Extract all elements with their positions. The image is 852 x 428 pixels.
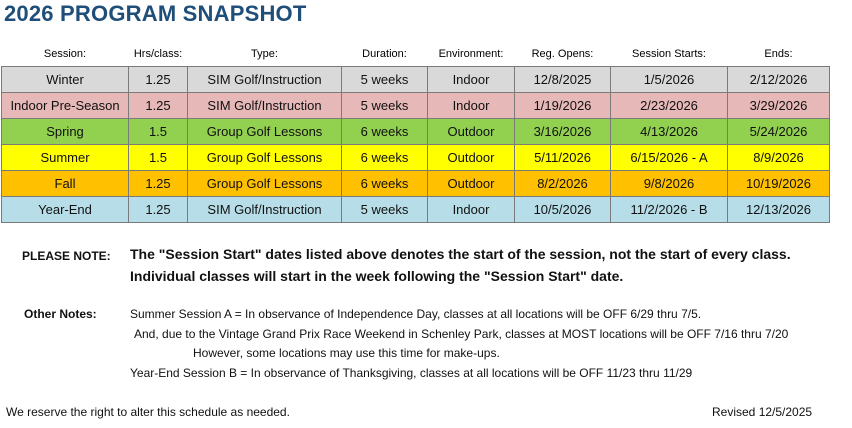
cell-type: Group Golf Lessons (188, 171, 342, 197)
cell-hrs-per-class: 1.25 (129, 93, 188, 119)
cell-type: Group Golf Lessons (188, 145, 342, 171)
header-reg-opens: Reg. Opens: (515, 41, 611, 67)
please-note-line: The "Session Start" dates listed above denotes the start of the session, not the start of every class. (130, 246, 791, 262)
cell-type: SIM Golf/Instruction (188, 93, 342, 119)
header-hrs-per-class: Hrs/class: (129, 41, 188, 67)
cell-environment: Outdoor (428, 171, 515, 197)
cell-duration: 6 weeks (342, 145, 428, 171)
page-title: 2026 PROGRAM SNAPSHOT (4, 1, 307, 26)
cell-session: Winter (2, 67, 129, 93)
cell-hrs-per-class: 1.5 (129, 145, 188, 171)
header-environment: Environment: (428, 41, 515, 67)
cell-session: Indoor Pre-Season (2, 93, 129, 119)
header-session: Session: (2, 41, 129, 67)
cell-reg-opens: 10/5/2026 (515, 197, 611, 223)
cell-session: Year-End (2, 197, 129, 223)
cell-duration: 6 weeks (342, 119, 428, 145)
cell-ends: 2/12/2026 (728, 67, 830, 93)
cell-environment: Indoor (428, 67, 515, 93)
cell-type: SIM Golf/Instruction (188, 197, 342, 223)
table-row (2, 119, 830, 145)
cell-reg-opens: 3/16/2026 (515, 119, 611, 145)
revision-date: Revised 12/5/2025 (712, 405, 813, 419)
cell-environment: Outdoor (428, 145, 515, 171)
header-session-starts: Session Starts: (611, 41, 728, 67)
cell-session-starts: 11/2/2026 - B (611, 197, 728, 223)
cell-ends: 3/29/2026 (728, 93, 830, 119)
cell-ends: 5/24/2026 (728, 119, 830, 145)
table-row (2, 171, 830, 197)
cell-environment: Indoor (428, 93, 515, 119)
table-row (2, 67, 830, 93)
cell-session-starts: 4/13/2026 (611, 119, 728, 145)
cell-reg-opens: 1/19/2026 (515, 93, 611, 119)
cell-reg-opens: 8/2/2026 (515, 171, 611, 197)
table-row (2, 93, 830, 119)
cell-type: Group Golf Lessons (188, 119, 342, 145)
cell-hrs-per-class: 1.5 (129, 119, 188, 145)
cell-session: Fall (2, 171, 129, 197)
cell-duration: 5 weeks (342, 67, 428, 93)
cell-type: SIM Golf/Instruction (188, 67, 342, 93)
cell-ends: 10/19/2026 (728, 171, 830, 197)
program-schedule-table (1, 41, 830, 223)
please-note-line: Individual classes will start in the week following the "Session Start" date. (130, 268, 624, 284)
cell-hrs-per-class: 1.25 (129, 197, 188, 223)
cell-session-starts: 9/8/2026 (611, 171, 728, 197)
header-type: Type: (188, 41, 342, 67)
cell-reg-opens: 12/8/2025 (515, 67, 611, 93)
cell-hrs-per-class: 1.25 (129, 171, 188, 197)
other-notes-label: Other Notes: (24, 307, 97, 321)
cell-ends: 12/13/2026 (728, 197, 830, 223)
table-row (2, 197, 830, 223)
cell-session: Spring (2, 119, 129, 145)
cell-environment: Indoor (428, 197, 515, 223)
header-duration: Duration: (342, 41, 428, 67)
cell-duration: 5 weeks (342, 93, 428, 119)
header-ends: Ends: (728, 41, 830, 67)
other-notes-line: And, due to the Vintage Grand Prix Race Weekend in Schenley Park, classes at MOST locations will be OFF 7/16 thru 7/20 (134, 327, 789, 341)
other-notes-line: Year-End Session B = In observance of Thanksgiving, classes at all locations will be OFF 11/23 thru 11/29 (130, 366, 693, 380)
cell-ends: 8/9/2026 (728, 145, 830, 171)
table-header-row (2, 41, 830, 67)
cell-session-starts: 6/15/2026 - A (611, 145, 728, 171)
schedule-disclaimer: We reserve the right to alter this schedule as needed. (6, 405, 290, 419)
please-note-label: PLEASE NOTE: (22, 249, 111, 263)
cell-reg-opens: 5/11/2026 (515, 145, 611, 171)
cell-environment: Outdoor (428, 119, 515, 145)
cell-duration: 6 weeks (342, 171, 428, 197)
table-row (2, 145, 830, 171)
cell-session-starts: 2/23/2026 (611, 93, 728, 119)
cell-hrs-per-class: 1.25 (129, 67, 188, 93)
other-notes-line: Summer Session A = In observance of Independence Day, classes at all locations will be OFF 6/29 thru 7/5. (130, 307, 702, 321)
cell-session: Summer (2, 145, 129, 171)
other-notes-line: However, some locations may use this time for make-ups. (193, 346, 500, 360)
cell-session-starts: 1/5/2026 (611, 67, 728, 93)
cell-duration: 5 weeks (342, 197, 428, 223)
